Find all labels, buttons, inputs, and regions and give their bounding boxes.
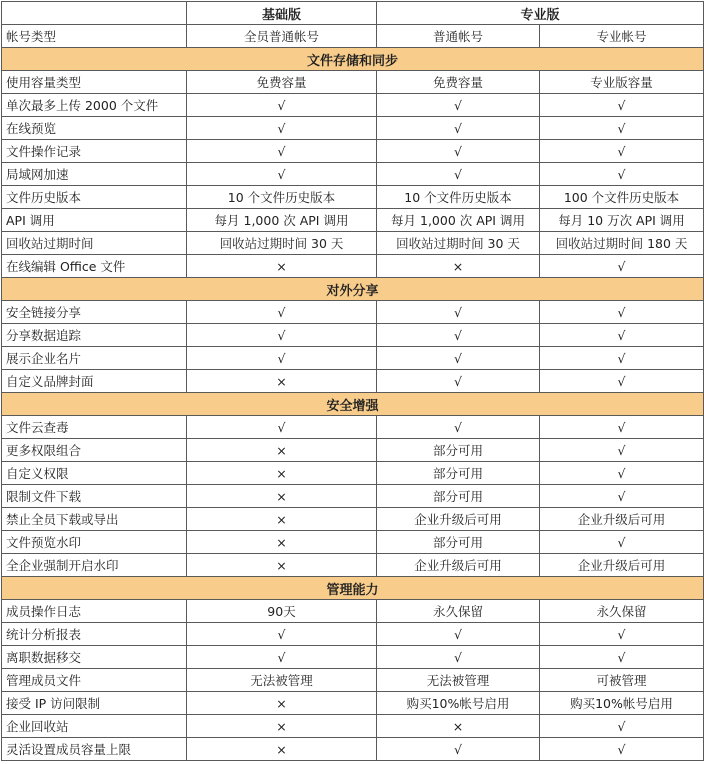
table-row [2,715,704,738]
pro-pro-value: √ [540,163,704,186]
table-row [2,71,704,94]
pro-pro-value: √ [540,485,704,508]
pro-normal-value: √ [377,646,540,669]
basic-value: × [187,255,377,278]
table-row [2,738,704,761]
pro-pro-value: √ [540,255,704,278]
basic-value: 无法被管理 [187,669,377,692]
feature-label: 限制文件下载 [2,485,187,508]
basic-value: 90天 [187,600,377,623]
pro-normal-value: 每月 1,000 次 API 调用 [377,209,540,232]
feature-label: 文件历史版本 [2,186,187,209]
pro-pro-value: 可被管理 [540,669,704,692]
plan-comparison-table [1,1,704,761]
table-row [2,692,704,715]
pro-pro-value: √ [540,531,704,554]
pro-normal-value: √ [377,347,540,370]
account-type-row [2,25,704,48]
feature-label: 回收站过期时间 [2,232,187,255]
feature-label: 文件操作记录 [2,140,187,163]
pro-pro-value: 100 个文件历史版本 [540,186,704,209]
pro-pro-value: √ [540,324,704,347]
table-row [2,439,704,462]
feature-label: 企业回收站 [2,715,187,738]
basic-value: × [187,508,377,531]
pro-normal-account-type: 普通帐号 [377,25,540,48]
basic-value: √ [187,117,377,140]
section-title: 安全增强 [2,393,704,416]
feature-label: 局域网加速 [2,163,187,186]
pro-pro-value: √ [540,94,704,117]
feature-label: 分享数据追踪 [2,324,187,347]
table-row [2,370,704,393]
pro-normal-value: 部分可用 [377,439,540,462]
section-header-row [2,577,704,600]
pro-pro-value: 每月 10 万次 API 调用 [540,209,704,232]
pro-normal-value: √ [377,163,540,186]
basic-value: √ [187,347,377,370]
pro-pro-value: √ [540,738,704,761]
feature-label: API 调用 [2,209,187,232]
feature-label: 更多权限组合 [2,439,187,462]
table-row [2,324,704,347]
table-row [2,255,704,278]
pro-pro-value: 企业升级后可用 [540,554,704,577]
pro-normal-value: 部分可用 [377,531,540,554]
pro-normal-value: 回收站过期时间 30 天 [377,232,540,255]
basic-value: √ [187,416,377,439]
basic-value: √ [187,623,377,646]
pro-normal-value: √ [377,324,540,347]
feature-label: 自定义权限 [2,462,187,485]
pro-pro-value: 专业版容量 [540,71,704,94]
pro-pro-value: 购买10%帐号启用 [540,692,704,715]
feature-label: 使用容量类型 [2,71,187,94]
feature-label: 统计分析报表 [2,623,187,646]
basic-value: × [187,692,377,715]
basic-value: √ [187,94,377,117]
table-row [2,140,704,163]
table-row [2,646,704,669]
feature-label: 展示企业名片 [2,347,187,370]
feature-label: 成员操作日志 [2,600,187,623]
basic-value: × [187,738,377,761]
feature-label: 单次最多上传 2000 个文件 [2,94,187,117]
basic-value: × [187,439,377,462]
feature-label: 灵活设置成员容量上限 [2,738,187,761]
pro-plan-header: 专业版 [377,2,704,25]
basic-value: × [187,462,377,485]
pro-normal-value: × [377,715,540,738]
pro-normal-value: 企业升级后可用 [377,508,540,531]
pro-normal-value: 企业升级后可用 [377,554,540,577]
pro-normal-value: √ [377,117,540,140]
basic-value: 回收站过期时间 30 天 [187,232,377,255]
feature-label: 在线预览 [2,117,187,140]
pro-pro-value: √ [540,140,704,163]
pro-pro-value: √ [540,623,704,646]
pro-normal-value: 10 个文件历史版本 [377,186,540,209]
table-row [2,508,704,531]
section-header-row [2,48,704,71]
feature-label: 文件预览水印 [2,531,187,554]
pro-normal-value: √ [377,94,540,117]
pro-normal-value: 免费容量 [377,71,540,94]
pro-normal-value: 无法被管理 [377,669,540,692]
basic-value: √ [187,140,377,163]
pro-pro-value: √ [540,347,704,370]
basic-value: × [187,370,377,393]
feature-label: 自定义品牌封面 [2,370,187,393]
pro-normal-value: 部分可用 [377,462,540,485]
pro-pro-value: √ [540,370,704,393]
pro-pro-value: √ [540,439,704,462]
basic-value: × [187,485,377,508]
pro-normal-value: √ [377,738,540,761]
basic-value: √ [187,301,377,324]
pro-pro-value: √ [540,117,704,140]
pro-normal-value: √ [377,370,540,393]
table-row [2,416,704,439]
feature-label: 管理成员文件 [2,669,187,692]
table-row [2,347,704,370]
basic-value: √ [187,163,377,186]
table-row [2,117,704,140]
table-row [2,485,704,508]
basic-plan-header: 基础版 [187,2,377,25]
pro-pro-value: 回收站过期时间 180 天 [540,232,704,255]
basic-value: × [187,715,377,738]
basic-value: × [187,554,377,577]
basic-value: 每月 1,000 次 API 调用 [187,209,377,232]
table-row [2,209,704,232]
table-row [2,554,704,577]
pro-normal-value: √ [377,301,540,324]
table-row [2,623,704,646]
basic-value: 10 个文件历史版本 [187,186,377,209]
feature-label: 禁止全员下载或导出 [2,508,187,531]
section-header-row [2,278,704,301]
section-title: 对外分享 [2,278,704,301]
table-row [2,531,704,554]
pro-pro-account-type: 专业帐号 [540,25,704,48]
basic-value: × [187,531,377,554]
corner-cell [2,2,187,25]
basic-value: 免费容量 [187,71,377,94]
basic-account-type: 全员普通帐号 [187,25,377,48]
table-row [2,186,704,209]
section-title: 文件存储和同步 [2,48,704,71]
pro-normal-value: × [377,255,540,278]
feature-label: 离职数据移交 [2,646,187,669]
pro-normal-value: √ [377,623,540,646]
pro-pro-value: 永久保留 [540,600,704,623]
pro-pro-value: √ [540,416,704,439]
pro-pro-value: √ [540,646,704,669]
table-row [2,232,704,255]
pro-normal-value: 永久保留 [377,600,540,623]
table-row [2,163,704,186]
pro-normal-value: 购买10%帐号启用 [377,692,540,715]
feature-label: 文件云查毒 [2,416,187,439]
pro-normal-value: √ [377,416,540,439]
pro-normal-value: √ [377,140,540,163]
table-row [2,669,704,692]
feature-label: 接受 IP 访问限制 [2,692,187,715]
table-row [2,600,704,623]
basic-value: √ [187,646,377,669]
table-row [2,301,704,324]
pro-pro-value: √ [540,715,704,738]
plan-header-row [2,2,704,25]
feature-label: 安全链接分享 [2,301,187,324]
pro-pro-value: √ [540,301,704,324]
basic-value: √ [187,324,377,347]
section-title: 管理能力 [2,577,704,600]
section-header-row [2,393,704,416]
pro-pro-value: √ [540,462,704,485]
feature-label: 在线编辑 Office 文件 [2,255,187,278]
pro-pro-value: 企业升级后可用 [540,508,704,531]
row-label: 帐号类型 [2,25,187,48]
table-row [2,94,704,117]
table-row [2,462,704,485]
feature-label: 全企业强制开启水印 [2,554,187,577]
pro-normal-value: 部分可用 [377,485,540,508]
